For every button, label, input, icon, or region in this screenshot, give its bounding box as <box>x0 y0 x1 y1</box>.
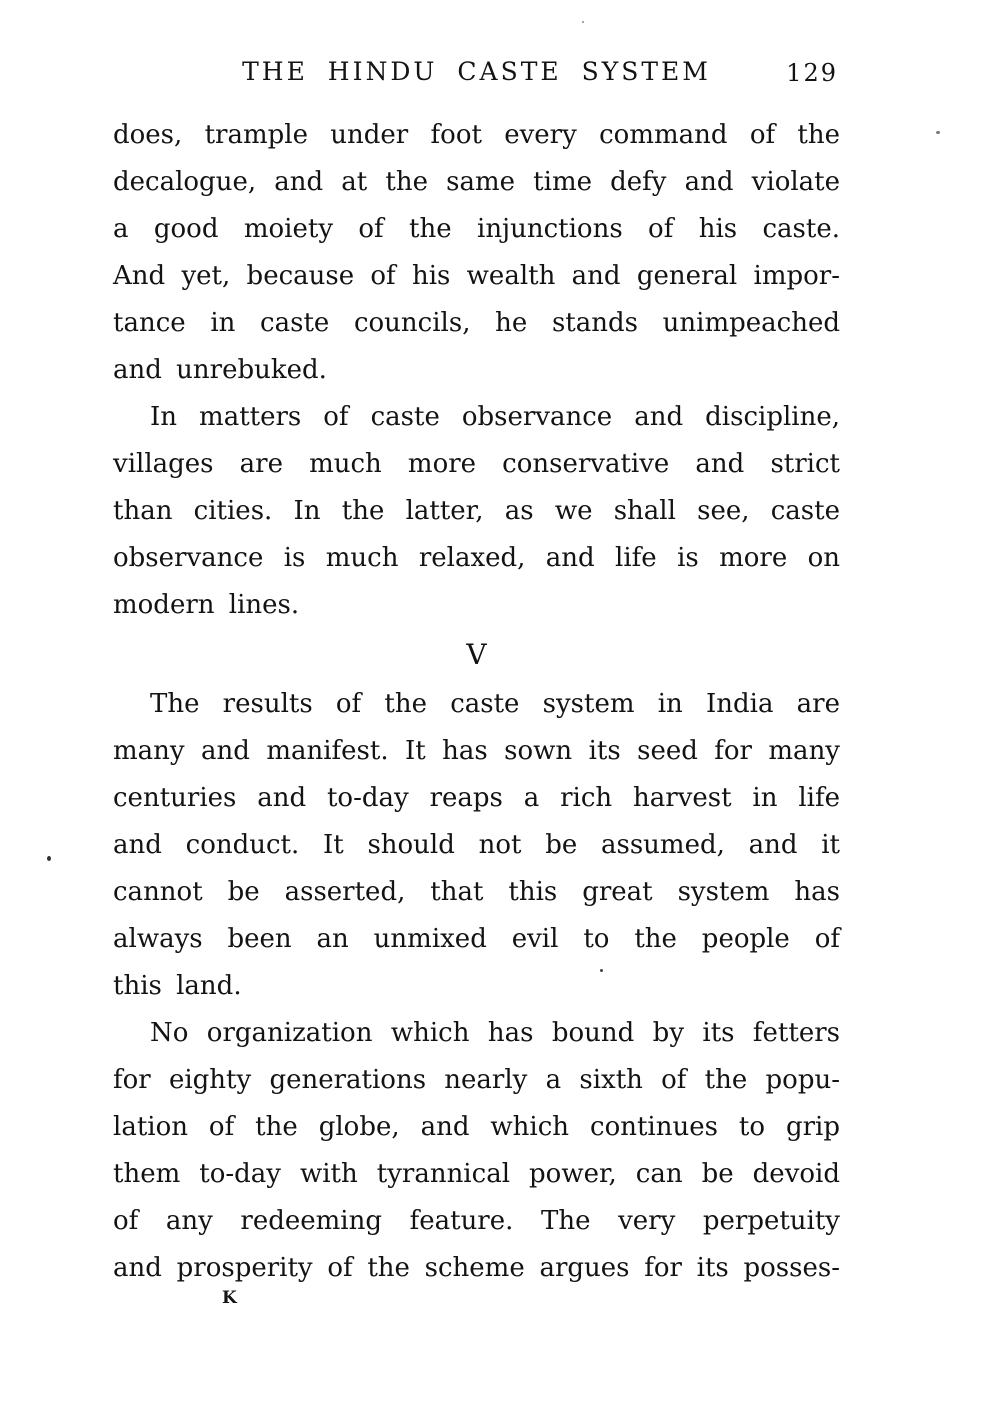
section-heading: V <box>466 638 487 671</box>
running-head-title: THE HINDU CASTE SYSTEM <box>242 57 711 86</box>
body-text <box>113 112 840 1292</box>
text-line: does, trample under foot every command of the <box>113 120 840 150</box>
text-line: villages are much more conservative and strict <box>113 449 840 479</box>
text-line: always been an unmixed evil to the people of <box>113 924 840 954</box>
scan-speck <box>582 21 584 23</box>
text-line: The results of the caste system in India are <box>150 689 840 719</box>
scan-speck <box>47 856 51 861</box>
text-line: decalogue, and at the same time defy and violate <box>113 167 840 197</box>
text-column <box>113 0 840 1292</box>
text-line: and conduct. It should not be assumed, and it <box>113 830 840 860</box>
text-line: them to-day with tyrannical power, can be devoid <box>113 1159 840 1189</box>
text-line: and prosperity of the scheme argues for its posses- <box>113 1253 840 1283</box>
scan-speck <box>600 969 603 972</box>
text-line: tance in caste councils, he stands unimpeached <box>113 308 840 338</box>
text-line: many and manifest. It has sown its seed for many <box>113 736 840 766</box>
page-number: 129 <box>786 59 838 87</box>
text-line: modern lines. <box>113 590 300 620</box>
text-line: And yet, because of his wealth and general impor- <box>113 261 840 291</box>
text-line: this land. <box>113 971 242 1001</box>
text-line: centuries and to-day reaps a rich harvest in life <box>113 783 840 813</box>
text-line: observance is much relaxed, and life is more on <box>113 543 840 573</box>
text-line: a good moiety of the injunctions of his caste. <box>113 214 840 244</box>
text-line: lation of the globe, and which continues to grip <box>113 1112 840 1142</box>
text-line: No organization which has bound by its fetters <box>150 1018 840 1048</box>
signature-mark: K <box>222 1288 238 1308</box>
scan-speck <box>936 131 940 134</box>
text-line: of any redeeming feature. The very perpetuity <box>113 1206 840 1236</box>
text-line: than cities. In the latter, as we shall see, caste <box>113 496 840 526</box>
text-line: In matters of caste observance and discipline, <box>150 402 840 432</box>
text-line: cannot be asserted, that this great system has <box>113 877 840 907</box>
running-head <box>113 57 840 87</box>
text-line: for eighty generations nearly a sixth of the popu- <box>113 1065 840 1095</box>
text-line: and unrebuked. <box>113 355 327 385</box>
